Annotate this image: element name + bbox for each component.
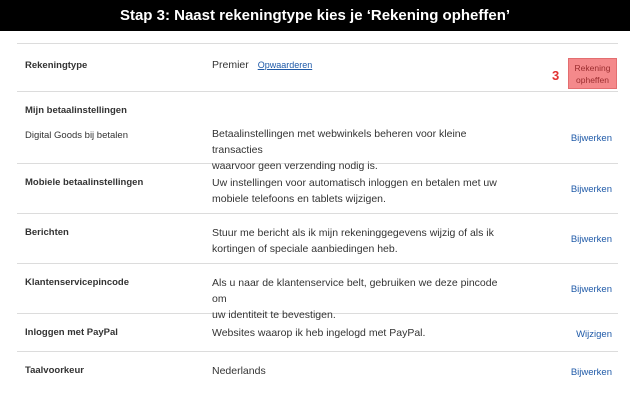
banner-text: Stap 3: Naast rekeningtype kies je ‘Rekening opheffen’ — [119, 7, 511, 24]
account-type-value: Premier — [212, 59, 249, 71]
update-link-mobile[interactable]: Bijwerken — [570, 184, 612, 195]
close-button-line2: opheffen — [576, 74, 609, 85]
update-link-customer-pin[interactable]: Bijwerken — [570, 284, 612, 295]
settings-row-messages — [17, 214, 618, 264]
settings-row-mobile — [17, 164, 618, 214]
upgrade-link[interactable]: Opwaarderen — [257, 60, 313, 70]
row-description: Betaalinstellingen met webwinkels beheren voor kleine transacties waarvoor geen verzending nodig is. — [212, 128, 467, 172]
update-link-messages[interactable]: Bijwerken — [570, 234, 612, 245]
change-link-paypal-login[interactable]: Wijzigen — [576, 329, 612, 340]
settings-row-digital-goods — [17, 114, 618, 172]
row-description: Als u naar de klantenservice belt, gebruiken we deze pincode om uw identiteit te bevestigen. — [212, 277, 498, 321]
payment-settings-section — [17, 92, 618, 114]
settings-row-language — [17, 352, 618, 390]
settings-row-paypal-login — [17, 314, 618, 352]
row-description: Uw instellingen voor automatisch inloggen en betalen met uw mobiele telefoons en tablets wijzigen. — [212, 177, 497, 205]
row-description: Websites waarop ik heb ingelogd met PayPal. — [212, 327, 426, 339]
row-label: Digital Goods bij betalen — [25, 130, 128, 141]
close-account-button[interactable] — [568, 58, 617, 89]
instruction-banner — [0, 0, 630, 31]
row-label: Mobiele betaalinstellingen — [25, 177, 144, 188]
row-label: Berichten — [25, 227, 69, 238]
account-type-label: Rekeningtype — [25, 60, 88, 71]
section-title: Mijn betaalinstellingen — [25, 105, 127, 116]
update-link-digital-goods[interactable]: Bijwerken — [570, 133, 612, 144]
row-label: Inloggen met PayPal — [25, 327, 118, 338]
row-label: Klantenservicepincode — [25, 277, 130, 288]
settings-panel — [17, 43, 618, 390]
close-button-line1: Rekening — [574, 62, 611, 73]
row-description: Stuur me bericht als ik mijn rekeninggegevens wijzig of als ik kortingen of speciale aanbiedingen heb. — [212, 227, 494, 255]
row-label: Taalvoorkeur — [25, 365, 84, 376]
update-link-language[interactable]: Bijwerken — [570, 367, 612, 378]
account-type-value-wrap — [212, 57, 512, 73]
settings-row-customer-pin — [17, 264, 618, 321]
account-type-row — [17, 44, 618, 92]
step-number: 3 — [552, 68, 560, 83]
row-description: Nederlands — [212, 365, 266, 377]
